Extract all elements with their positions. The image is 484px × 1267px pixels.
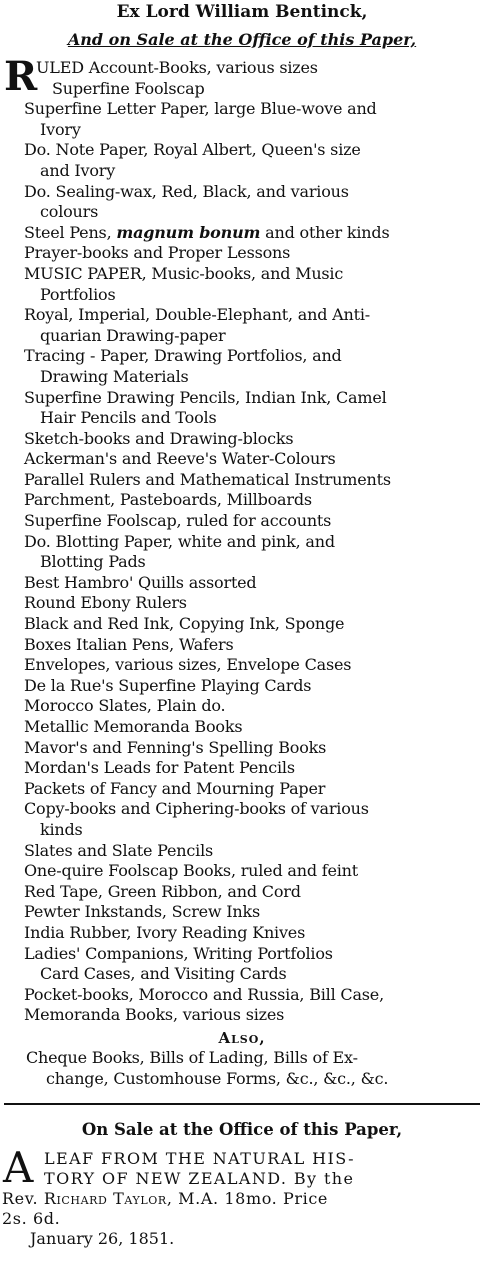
- list-item: [0, 779, 484, 800]
- list-item-continuation: kinds: [40, 819, 83, 839]
- list-item: [0, 264, 484, 305]
- steel-pens-post: and other kinds: [260, 222, 390, 242]
- ship-heading: Ex Lord William Bentinck,: [116, 2, 368, 22]
- also-label: Also,: [218, 1028, 266, 1047]
- list-item-text: Memoranda Books, various sizes: [24, 1005, 285, 1025]
- also-item-continuation: change, Customhouse Forms, &c., &c., &c.: [46, 1068, 389, 1088]
- notice-price: 2s. 6d.: [2, 1209, 61, 1229]
- list-item-text: Ackerman's and Reeve's Water-Colours: [24, 449, 336, 469]
- list-item: [0, 614, 484, 635]
- steel-pens-emphasis: magnum bonum: [116, 222, 261, 242]
- drop-cap-letter: R: [4, 53, 38, 100]
- list-item-text: Metallic Memoranda Books: [24, 717, 243, 736]
- list-item-text: Do. Blotting Paper, white and pink, and: [24, 531, 335, 551]
- list-item: [0, 346, 484, 387]
- also-item: [0, 1048, 484, 1089]
- list-item-text: Black and Red Ink, Copying Ink, Sponge: [24, 614, 345, 634]
- list-item: [0, 140, 484, 181]
- list-item-text: Prayer-books and Proper Lessons: [24, 243, 291, 263]
- notice-prefix: Rev.: [2, 1189, 44, 1209]
- list-item-continuation: Portfolios: [40, 284, 116, 304]
- list-item: [0, 470, 484, 491]
- list-item-continuation: Superfine Foolscap: [52, 78, 205, 98]
- list-item-continuation: Ivory: [40, 119, 81, 139]
- list-item: [0, 923, 484, 944]
- author-name: Richard Taylor: [43, 1189, 167, 1209]
- stationery-list: [0, 53, 484, 1089]
- list-item: [0, 944, 484, 985]
- list-item-text: Best Hambro' Quills assorted: [24, 572, 257, 592]
- list-item: [0, 696, 484, 717]
- list-item: [0, 490, 484, 511]
- list-item: [0, 243, 484, 264]
- notice-heading: On Sale at the Office of this Paper,: [81, 1120, 403, 1140]
- list-item: [0, 717, 484, 738]
- notice-line-3: [0, 1189, 480, 1209]
- list-item: [0, 449, 484, 470]
- list-item-text: Pewter Inkstands, Screw Inks: [24, 902, 261, 922]
- list-item-text: Superfine Foolscap, ruled for accounts: [24, 511, 332, 531]
- list-item-text: ULED Account-Books, various sizes: [36, 58, 318, 77]
- list-item: [0, 861, 484, 882]
- list-item: [0, 53, 484, 100]
- list-item-text: Red Tape, Green Ribbon, and Cord: [24, 881, 301, 901]
- notice-line-1: LEAF FROM THE NATURAL HIS-: [44, 1149, 355, 1169]
- list-item-continuation: and Ivory: [40, 160, 116, 180]
- list-item: [0, 758, 484, 779]
- book-notice: [0, 1143, 484, 1249]
- list-item: [0, 635, 484, 656]
- list-item-text: Pocket-books, Morocco and Russia, Bill Case,: [24, 984, 384, 1004]
- list-item-text: Royal, Imperial, Double-Elephant, and Anti-: [24, 305, 370, 325]
- list-item-text: Parchment, Pasteboards, Millboards: [24, 490, 312, 510]
- list-item-continuation: quarian Drawing-paper: [40, 325, 226, 345]
- list-item-text: De la Rue's Superfine Playing Cards: [24, 675, 312, 695]
- list-item: [0, 429, 484, 450]
- list-item-text: Superfine Letter Paper, large Blue-wove and: [24, 99, 377, 119]
- list-item-text: Parallel Rulers and Mathematical Instruments: [24, 469, 391, 489]
- sale-subheading: And on Sale at the Office of this Paper,: [67, 30, 417, 49]
- list-item: [0, 902, 484, 923]
- list-item: [0, 532, 484, 573]
- drop-cap-letter: A: [3, 1143, 34, 1193]
- notice-date: January 26, 1851.: [30, 1229, 175, 1249]
- list-item: [0, 593, 484, 614]
- list-item: [0, 99, 484, 140]
- list-item-text: Tracing - Paper, Drawing Portfolios, and: [24, 346, 342, 366]
- list-item: [0, 511, 484, 532]
- list-item-text: Round Ebony Rulers: [24, 593, 187, 613]
- list-item-continuation: Hair Pencils and Tools: [40, 408, 217, 428]
- list-item-text: Packets of Fancy and Mourning Paper: [24, 778, 326, 798]
- list-item: [0, 1005, 484, 1026]
- list-item: [0, 738, 484, 759]
- list-item: [0, 182, 484, 223]
- list-item: [0, 388, 484, 429]
- list-item-continuation: Drawing Materials: [40, 366, 189, 386]
- items-group-b: [0, 243, 484, 1026]
- list-item: [0, 882, 484, 903]
- list-item-continuation: Blotting Pads: [40, 552, 146, 572]
- list-item-text: MUSIC PAPER, Music-books, and Music: [24, 263, 344, 283]
- list-item-text: Boxes Italian Pens, Wafers: [24, 634, 234, 654]
- list-item: [0, 305, 484, 346]
- items-group-a: [0, 99, 484, 223]
- list-item: [0, 841, 484, 862]
- list-item-text: Superfine Drawing Pencils, Indian Ink, Camel: [24, 387, 387, 407]
- notice-suffix: , M.A. 18mo. Price: [166, 1189, 328, 1209]
- notice-line-2: TORY OF NEW ZEALAND. By the: [44, 1169, 355, 1189]
- list-item-text: Slates and Slate Pencils: [24, 840, 214, 860]
- list-item: [0, 573, 484, 594]
- list-item-text: Mavor's and Fenning's Spelling Books: [24, 737, 327, 757]
- list-item-continuation: Card Cases, and Visiting Cards: [40, 964, 287, 984]
- list-item-text: Envelopes, various sizes, Envelope Cases: [24, 655, 352, 675]
- list-item: [0, 985, 484, 1006]
- list-item-text: Morocco Slates, Plain do.: [24, 696, 226, 716]
- list-item-text: Ladies' Companions, Writing Portfolios: [24, 943, 333, 963]
- also-item-text: Cheque Books, Bills of Lading, Bills of Ex-: [26, 1047, 358, 1067]
- list-item-continuation: colours: [40, 202, 99, 222]
- list-item: [0, 655, 484, 676]
- list-item-text: Copy-books and Ciphering-books of various: [24, 799, 369, 819]
- steel-pens-pre: Steel Pens,: [24, 222, 117, 242]
- list-item-text: India Rubber, Ivory Reading Knives: [24, 922, 306, 942]
- list-item: [0, 676, 484, 697]
- list-item-text: Mordan's Leads for Patent Pencils: [24, 758, 295, 778]
- list-item-text: Do. Note Paper, Royal Albert, Queen's size: [24, 140, 361, 160]
- list-item-text: Sketch-books and Drawing-blocks: [24, 428, 294, 448]
- list-item: [0, 223, 484, 244]
- list-item: [0, 799, 484, 840]
- list-item-text: One-quire Foolscap Books, ruled and feint: [24, 861, 358, 881]
- list-item-text: Do. Sealing-wax, Red, Black, and various: [24, 181, 349, 201]
- section-divider: [4, 1103, 480, 1105]
